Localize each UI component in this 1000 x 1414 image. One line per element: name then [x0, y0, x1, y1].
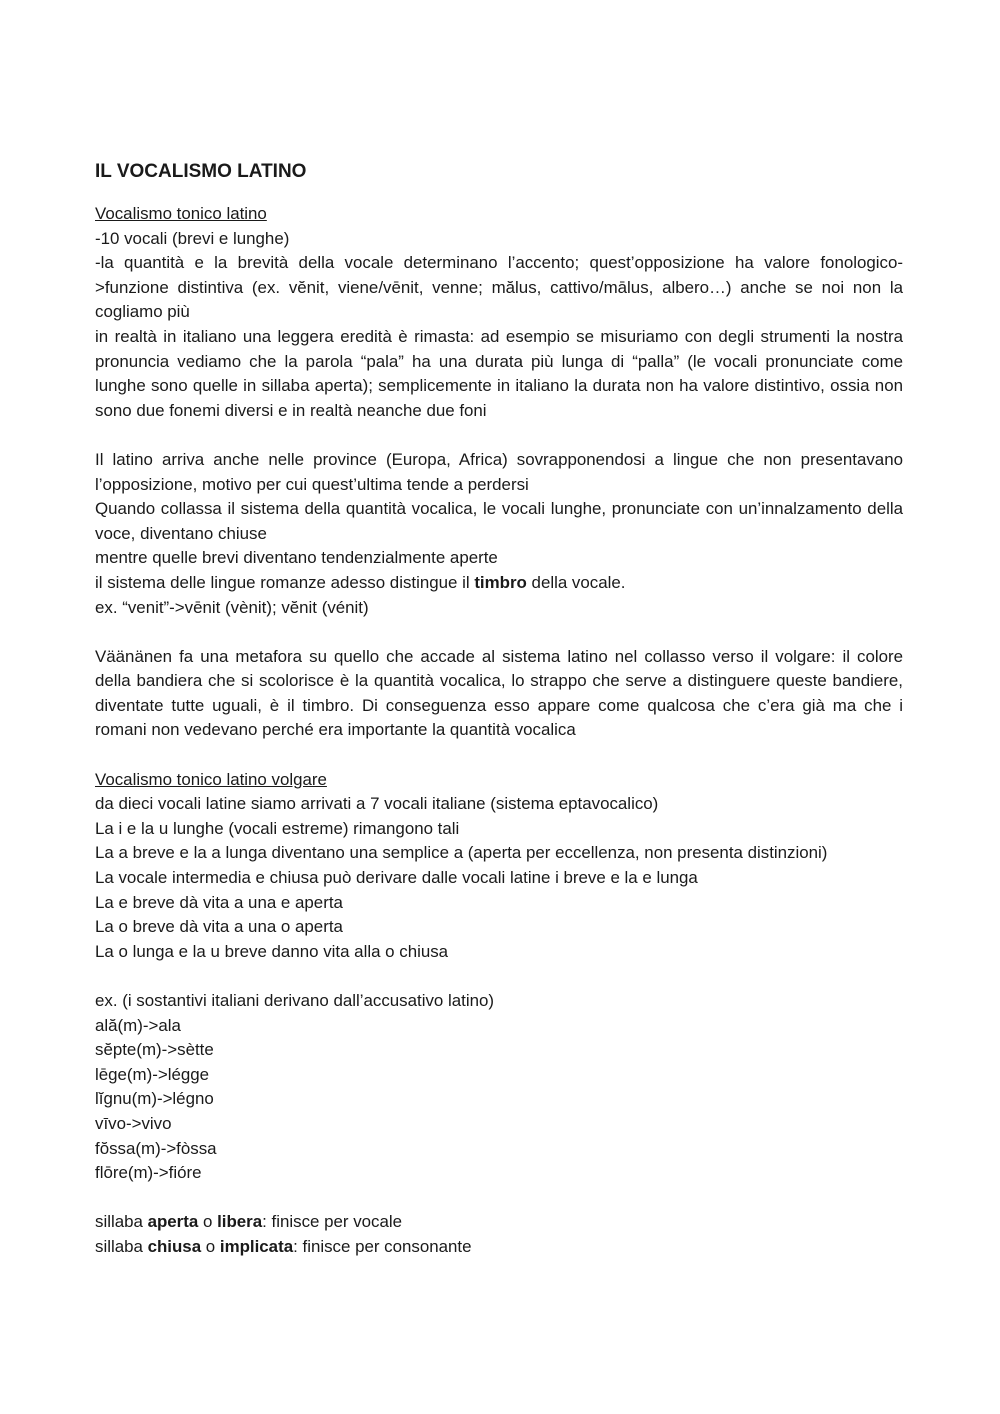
- bold-term-implicata: implicata: [219, 1236, 294, 1256]
- definition-sillaba-chiusa: [95, 1235, 903, 1260]
- bold-term-timbro: timbro: [474, 572, 527, 592]
- example-line: vīvo->vivo: [95, 1113, 172, 1133]
- example-intro: ex. (i sostantivi italiani derivano dall’accusativo latino): [95, 991, 495, 1010]
- list-line: La o breve dà vita a una o aperta: [95, 917, 343, 937]
- paragraph-line: mentre quelle brevi diventano tendenzialmente aperte: [95, 548, 498, 568]
- list-line: La a breve e la a lunga diventano una semplice a (aperta per eccellenza, non presenta distinzioni): [95, 843, 828, 863]
- paragraph-line-timbro: [95, 571, 903, 596]
- definition-sillaba-aperta: [95, 1210, 903, 1235]
- list-line: La i e la u lunghe (vocali estreme) rimangono tali: [95, 818, 460, 838]
- list-line: La o lunga e la u breve danno vita alla o chiusa: [95, 941, 449, 961]
- paragraph-line: ex. “venit”->vēnit (vènit); vĕnit (vénit): [95, 597, 369, 617]
- text-run: sillaba: [95, 1212, 148, 1232]
- section-heading-vocalismo-tonico-latino: Vocalismo tonico latino: [95, 204, 267, 223]
- blank-line: [95, 964, 903, 989]
- blank-line: [95, 743, 903, 768]
- bold-term-chiusa: chiusa: [147, 1236, 202, 1256]
- paragraph: Il latino arriva anche nelle province (Europa, Africa) sovrapponendosi a lingue che non presentavano l’opposizione, motivo per cui quest’ultima tende a perdersi: [95, 449, 903, 494]
- paragraph: -la quantità e la brevità della vocale determinano l’accento; quest’opposizione ha valore fonologico->funzione distintiva (ex. vĕnit, viene/vēnit, venne; mălus, cattivo/mālus, albero…) anche se noi non la cogliamo più: [95, 253, 903, 322]
- text-run: sillaba: [95, 1236, 148, 1256]
- example-line: fŏssa(m)->fòssa: [95, 1138, 217, 1158]
- paragraph-line: -10 vocali (brevi e lunghe): [95, 228, 290, 248]
- blank-line: [95, 1186, 903, 1211]
- blank-line: [95, 423, 903, 448]
- document-body: [95, 160, 903, 1260]
- section-heading-vocalismo-tonico-latino-volgare: Vocalismo tonico latino volgare: [95, 769, 327, 789]
- text-run: della vocale.: [526, 572, 626, 592]
- example-line: flōre(m)->fióre: [95, 1163, 202, 1183]
- paragraph: Quando collassa il sistema della quantità vocalica, le vocali lunghe, pronunciate con un’innalzamento della voce, diventano chiuse: [95, 499, 903, 543]
- example-line: ală(m)->ala: [95, 1015, 181, 1035]
- list-line: La vocale intermedia e chiusa può derivare dalle vocali latine i breve e la e lunga: [95, 868, 698, 888]
- bold-term-aperta: aperta: [147, 1212, 199, 1232]
- text-run: o: [201, 1236, 220, 1256]
- list-line: da dieci vocali latine siamo arrivati a 7 vocali italiane (sistema eptavocalico): [95, 794, 659, 814]
- blank-line: [95, 620, 903, 645]
- text-run: : finisce per vocale: [262, 1212, 403, 1232]
- text-run: : finisce per consonante: [293, 1236, 472, 1256]
- example-line: sĕpte(m)->sètte: [95, 1040, 214, 1060]
- text-run: il sistema delle lingue romanze adesso distingue il: [95, 572, 475, 592]
- text-run: o: [198, 1212, 218, 1232]
- example-line: lĭgnu(m)->légno: [95, 1089, 214, 1109]
- page-title: IL VOCALISMO LATINO: [95, 161, 307, 182]
- list-line: La e breve dà vita a una e aperta: [95, 892, 343, 912]
- paragraph: in realtà in italiano una leggera eredità è rimasta: ad esempio se misuriamo con degli strumenti la nostra pronuncia vediamo che la parola “pala” ha una durata più lunga di “palla” (le vocali pronunciate come lunghe sono quelle in sillaba aperta); semplicemente in italiano la durata non ha valore distintivo, ossia non sono due fonemi diversi e in realtà neanche due foni: [95, 326, 903, 420]
- paragraph-vaananen: Väänänen fa una metafora su quello che accade al sistema latino nel collasso verso il volgare: il colore della bandiera che si scolorisce è la quantità vocalica, lo strappo che serve a distinguere queste bandiere, diventate tutte uguali, è il timbro. Di conseguenza esso appare come qualcosa che c’era già ma che i romani non vedevano perché era importante la quantità vocalica: [95, 646, 903, 740]
- example-line: lēge(m)->légge: [95, 1064, 210, 1084]
- bold-term-libera: libera: [217, 1212, 263, 1232]
